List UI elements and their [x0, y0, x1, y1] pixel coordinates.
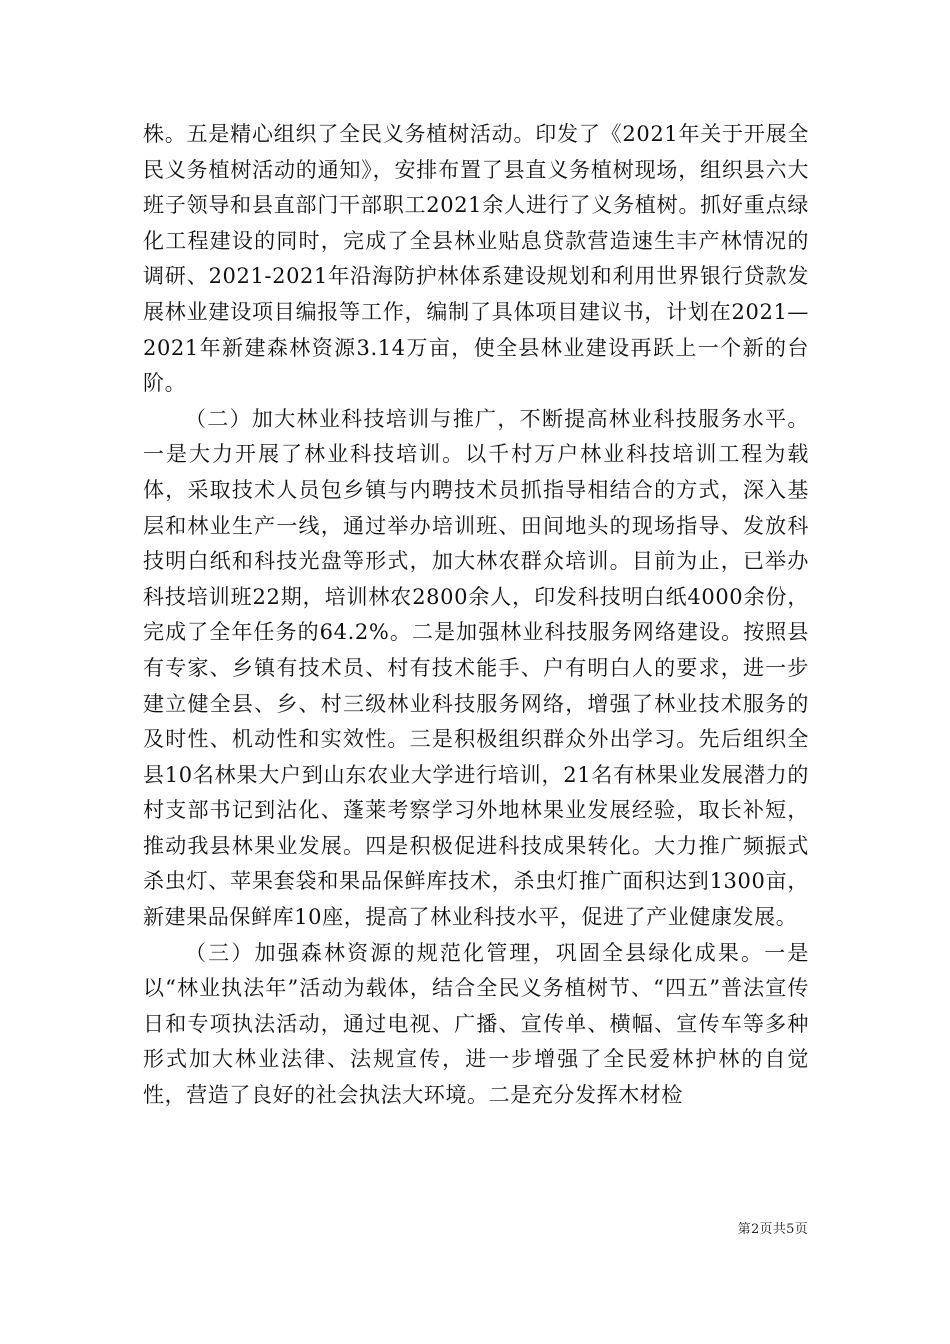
paragraph-1: 株。五是精心组织了全民义务植树活动。印发了《2021年关于开展全民义务植树活动的通知》，安排布置了县直义务植树现场，组织县六大班子领导和县直部门干部职工2021余人进行了义务植树。抓好重点绿化工程建设的同时，完成了全县林业贴息贷款营造速生丰产林情况的调研、2021-2021年沿海防护林体系建设规划和利用世界银行贷款发展林业建设项目编报等工作，编制了具体项目建议书，计划在2021—2021年新建森林资源3.14万亩，使全县林业建设再跃上一个新的台阶。	[143, 122, 809, 396]
page-number: 第2页共5页	[737, 1222, 808, 1237]
paragraph-3: （三）加强森林资源的规范化管理，巩固全县绿化成果。一是以“林业执法年”活动为载体，结合全民义务植树节、“四五”普法宣传日和专项执法活动，通过电视、广播、宣传单、横幅、宣传车等多种形式加大林业法律、法规宣传，进一步增强了全民爱林护林的自觉性，营造了良好的社会执法大环境。二是充分发挥木材检	[143, 940, 809, 1108]
document-body	[143, 117, 809, 1114]
paragraph-2: （二）加大林业科技培训与推广，不断提高林业科技服务水平。一是大力开展了林业科技培训。以千村万户林业科技培训工程为载体，采取技术人员包乡镇与内聘技术员抓指导相结合的方式，深入基层和林业生产一线，通过举办培训班、田间地头的现场指导、发放科技明白纸和科技光盘等形式，加大林农群众培训。目前为止，已举办科技培训班22期，培训林农2800余人，印发科技明白纸4000余份，完成了全年任务的64.2%。二是加强林业科技服务网络建设。按照县有专家、乡镇有技术员、村有技术能手、户有明白人的要求，进一步建立健全县、乡、村三级林业科技服务网络，增强了林业技术服务的及时性、机动性和实效性。三是积极组织群众外出学习。先后组织全县10名林果大户到山东农业大学进行培训，21名有林果业发展潜力的村支部书记到沾化、蓬莱考察学习外地林果业发展经验，取长补短，推动我县林果业发展。四是积极促进科技成果转化。大力推广频振式杀虫灯、苹果套袋和果品保鲜库技术，杀虫灯推广面积达到1300亩，新建果品保鲜库10座，提高了林业科技水平，促进了产业健康发展。	[143, 406, 809, 930]
